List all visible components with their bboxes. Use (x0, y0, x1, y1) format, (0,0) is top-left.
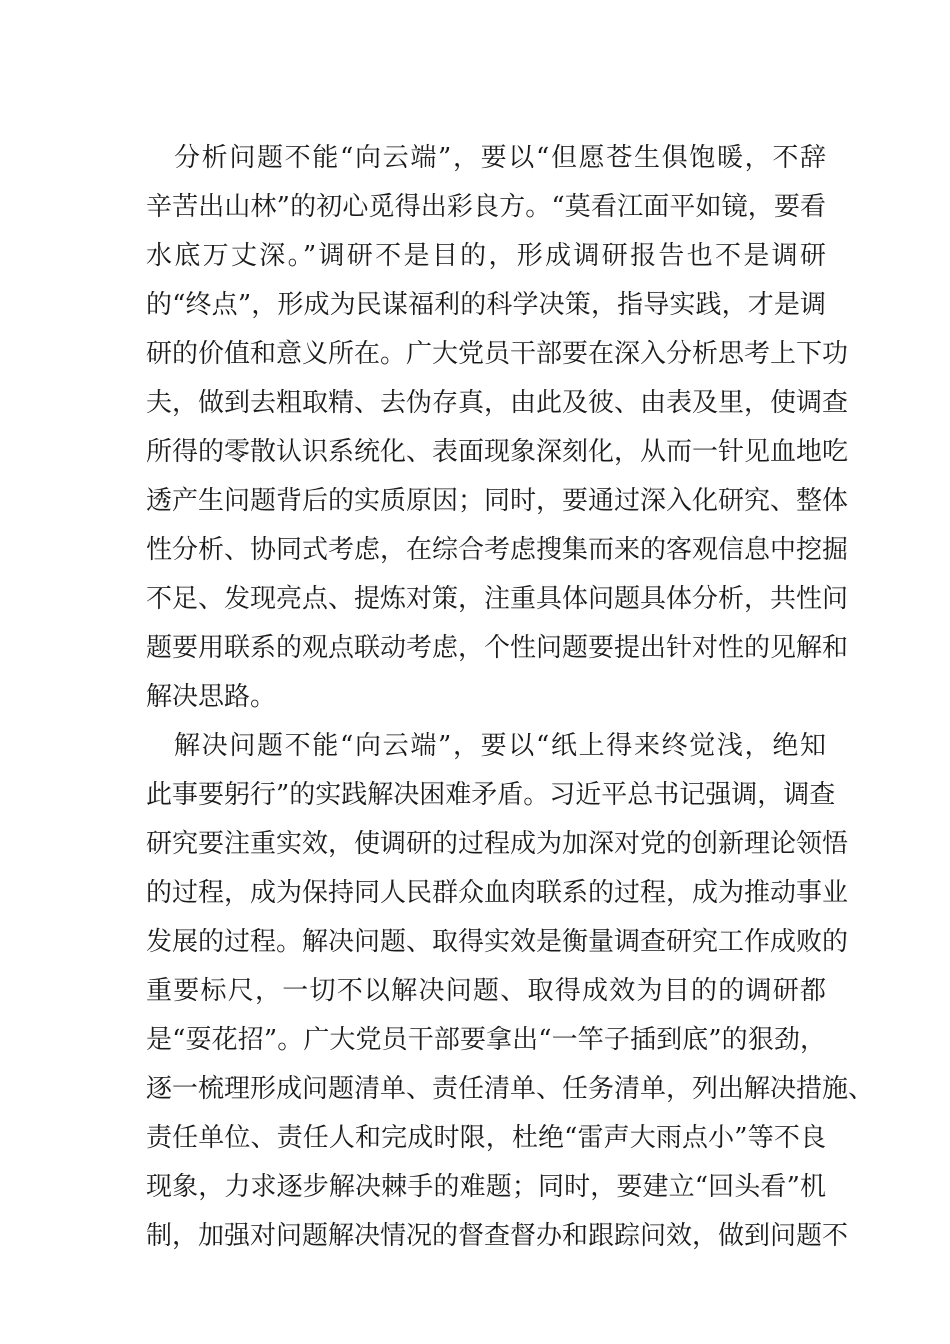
paragraph-1-line-11: 题要用联系的观点联动考虑，个性问题要提出针对性的见解和 (146, 633, 849, 663)
paragraph-2-line-1: 解决问题不能“向云端”，要以“纸上得来终觉浅，绝知 (174, 731, 826, 761)
paragraph-2-line-10: 现象，力求逐步解决棘手的难题；同时，要建立“回头看”机 (146, 1172, 826, 1202)
paragraph-2-line-7: 是“耍花招”。广大党员干部要拿出“一竿子插到底”的狠劲， (146, 1025, 826, 1055)
paragraph-1-line-7: 所得的零散认识系统化、表面现象深刻化，从而一针见血地吃 (146, 437, 849, 467)
paragraph-1-line-2: 辛苦出山林”的初心觅得出彩良方。“莫看江面平如镜，要看 (146, 192, 826, 222)
paragraph-2-line-4: 的过程，成为保持同人民群众血肉联系的过程，成为推动事业 (146, 878, 849, 908)
paragraph-1-line-9: 性分析、协同式考虑，在综合考虑搜集而来的客观信息中挖掘 (146, 535, 849, 565)
paragraph-2-line-5: 发展的过程。解决问题、取得实效是衡量调查研究工作成败的 (146, 927, 849, 957)
paragraph-1-line-1: 分析问题不能“向云端”，要以“但愿苍生俱饱暖，不辞 (174, 143, 826, 173)
paragraph-2-line-8: 逐一梳理形成问题清单、责任清单、任务清单，列出解决措施、 (146, 1074, 875, 1104)
paragraph-2-line-3: 研究要注重实效，使调研的过程成为加深对党的创新理论领悟 (146, 829, 849, 859)
paragraph-1-line-6: 夫，做到去粗取精、去伪存真，由此及彼、由表及里，使调查 (146, 388, 849, 418)
paragraph-2-line-11: 制，加强对问题解决情况的督查督办和跟踪问效，做到问题不 (146, 1221, 849, 1251)
paragraph-1-line-10: 不足、发现亮点、提炼对策，注重具体问题具体分析，共性问 (146, 584, 849, 614)
paragraph-1-line-12: 解决思路。 (146, 682, 277, 712)
paragraph-2-line-6: 重要标尺，一切不以解决问题、取得成效为目的的调研都 (146, 976, 826, 1006)
paragraph-1-line-4: 的“终点”，形成为民谋福利的科学决策，指导实践，才是调 (146, 290, 826, 320)
paragraph-2-line-9: 责任单位、责任人和完成时限，杜绝“雷声大雨点小”等不良 (146, 1123, 826, 1153)
paragraph-1-line-5: 研的价值和意义所在。广大党员干部要在深入分析思考上下功 (146, 339, 849, 369)
paragraph-2-line-2: 此事要躬行”的实践解决困难矛盾。习近平总书记强调，调查 (146, 780, 836, 810)
paragraph-1-line-3: 水底万丈深。”调研不是目的，形成调研报告也不是调研 (146, 241, 826, 271)
paragraph-1-line-8: 透产生问题背后的实质原因；同时，要通过深入化研究、整体 (146, 486, 849, 516)
